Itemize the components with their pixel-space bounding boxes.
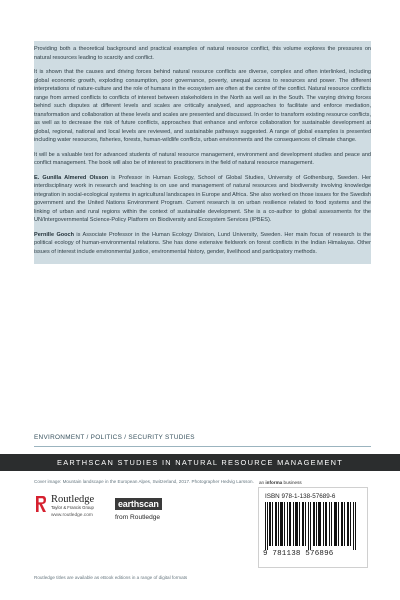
earthscan-sub: from Routledge [115, 514, 161, 521]
informa-line: an informa business [259, 480, 302, 485]
isbn-label: ISBN 978-1-138-57689-6 [265, 493, 336, 500]
earthscan-logo [115, 494, 162, 521]
routledge-name: Routledge [51, 494, 95, 505]
ebook-note: Routledge titles are available as eBook editions in a range of digital formats [34, 575, 188, 580]
author2-paragraph [34, 231, 371, 257]
intro-paragraph: Providing both a theoretical background and practical examples of natural resource conflict, this volume explores the pressures on natural resources leading to scarcity and conflict. [34, 46, 371, 61]
cover-image-credit: Cover image: Mountain landscape in the European Alpes, Switzerland, 2017. Photographer Hedvig Larsson. [34, 479, 254, 484]
routledge-mark-icon [34, 494, 48, 514]
routledge-group: Taylor & Francis Group [51, 505, 94, 510]
series-banner: EARTHSCAN STUDIES IN NATURAL RESOURCE MANAGEMENT [0, 454, 400, 471]
audience-paragraph: It will be a valuable text for advanced students of natural resource management, environment and development studies and peace and conflict management. The book will also be of interest to practitioners in the field of natural resource management. [34, 151, 371, 166]
author2-bio: is Associate Professor in the Human Ecology Division, Lund University, Sweden. Her main focus of research is the political ecology of human-environmental relations. She has done extensive fieldwork on forest conflicts in the Indian Himalayas. Other issues of interest include environmental justice, environmental history, gender, livelihood and participatory methods. [34, 231, 371, 255]
author1-bio: is Professor in Human Ecology, School of Global Studies, University of Gothenburg, Sweden. Her interdisciplinary work in research and teaching is on use and management of natural resources and biodiversity involving knowledge integration in social-ecological systems in agricultural landscapes in Europe and Africa. She also worked on those issues for the Swedish government and the United Nations Environment Program. Current research is on urban resilience related to food systems and the linking of urban and rural regions within the context of sustainable development. She is a co-author to global assessments for the UN/Intergovernmental Science-Policy Platform on Biodiversity and Ecosystem Services (IPBES). [34, 174, 371, 223]
routledge-logo [34, 494, 94, 519]
author1-paragraph [34, 174, 371, 225]
author2-name: Pernille Gooch [34, 231, 75, 238]
subject-tags: ENVIRONMENT / POLITICS / SECURITY STUDIES [34, 434, 195, 441]
isbn-barcode-box [258, 487, 368, 568]
divider [34, 446, 371, 447]
back-cover-blurb [34, 41, 371, 264]
author1-name: E. Gunilla Almered Olsson [34, 174, 109, 181]
description-paragraph: It is shown that the causes and driving forces behind natural resource conflicts are diverse, complex and often interlinked, including global economic growth, exploding consumption, poor governance, poverty, unequal access to resources and power. The different interpretations of nature-culture and the role of humans in the ecosystem are often at the centre of the conflict. Natural resource conflicts range from armed conflicts to conflicts of interest between stakeholders in the North as well as in the South. The varying driving forces behind such disputes at different levels and scales are critically analysed, and approaches to facilitate and enforce mediation, transformation and collaboration at these levels and scales are presented and discussed. In order to transform existing resource conflicts, as well as to decrease the risk of future conflicts, approaches that enhance and enforce collaboration for sustainable development at global, regional, national and local levels are reviewed, and sustainable pathways suggested. A range of global examples is presented including water resources, fisheries, forests, human-wildlife conflicts, urban environments and the consequences of climate change. [34, 69, 371, 143]
earthscan-name: earthscan [115, 498, 162, 510]
routledge-url: www.routledge.com [51, 513, 93, 518]
barcode-icon [265, 502, 361, 550]
barcode-digits: 9 781138 576896 [263, 550, 334, 558]
informa-brand: informa [265, 480, 283, 485]
